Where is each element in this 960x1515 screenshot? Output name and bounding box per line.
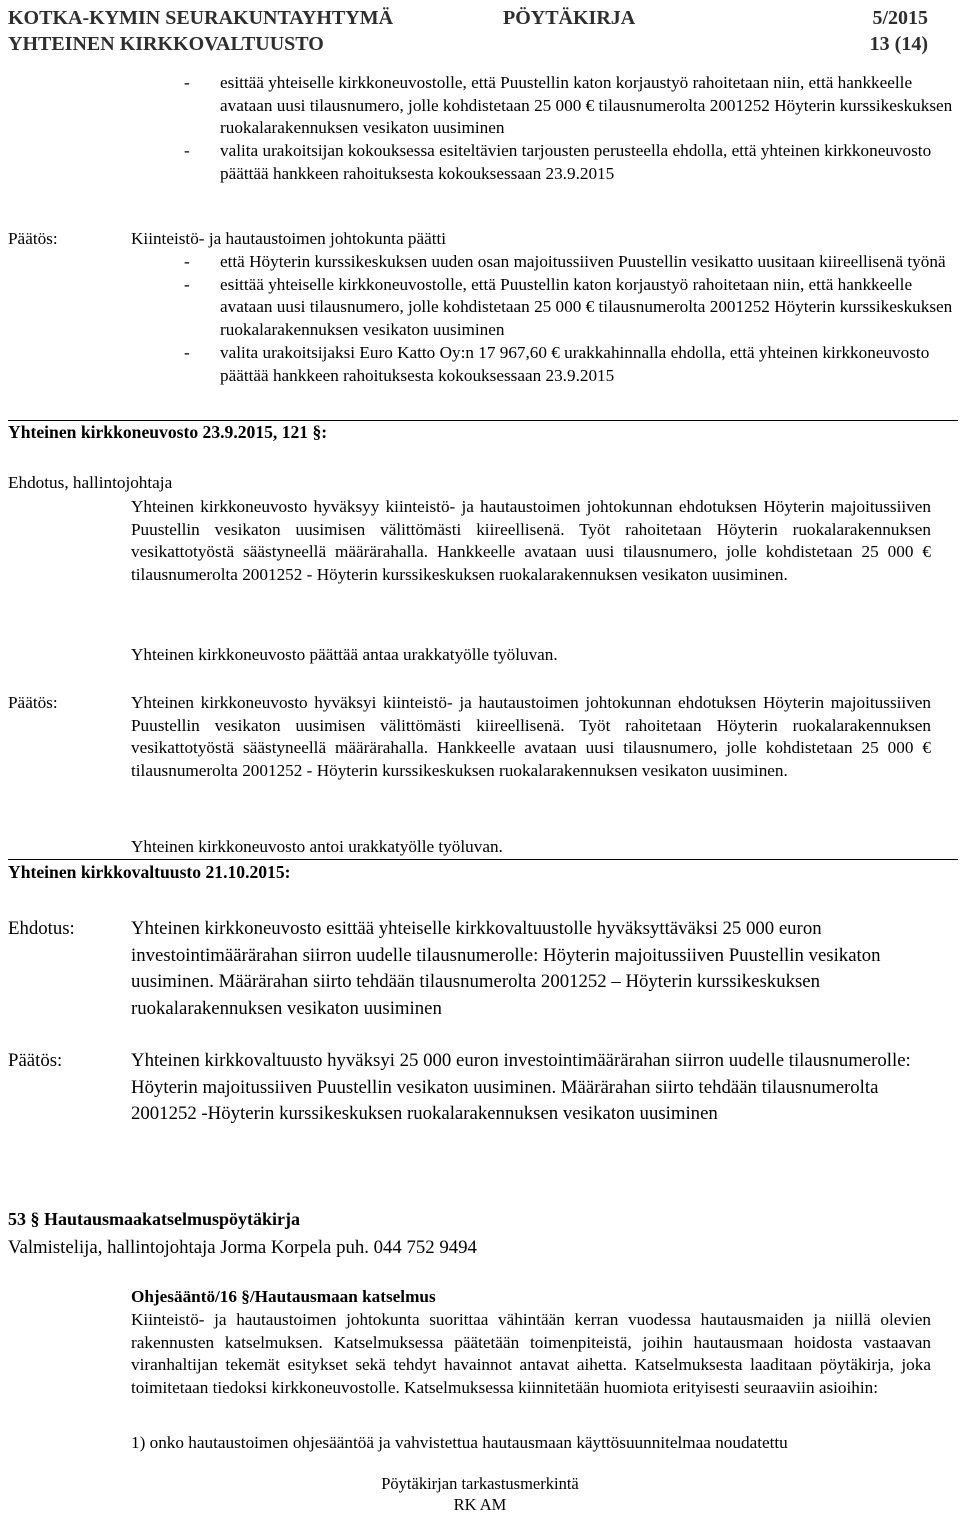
list-item: - esittää yhteiselle kirkkoneuvostolle, että Puustellin katon korjaustyö rahoitetaan niin, että hankkeelle avataan uusi tilausnumero, jolle kohdistetaan 25 000 € tilausnumerolta 2001252 Höyterin kurssikeskuksen ruokalarakennuksen vesikaton uusiminen	[184, 274, 953, 340]
decision-intro: Kiinteistö- ja hautaustoimen johtokunta päätti	[131, 229, 447, 248]
header-doc-type: PÖYTÄKIRJA	[503, 7, 636, 29]
decision-text: Yhteinen kirkkoneuvosto hyväksyi kiinteistö- ja hautaustoimen johtokunnan ehdotuksen Höyterin majoitussiiven Puustellin vesikaton uusimisen välittömästi kiireellisenä. Työt rahoitetaan Höyterin ruokalarakennuksen vesikattotyöstä säästyneellä määrärahalla. Hankkeelle avataan uusi tilausnumero, jolle kohdistetaan 25 000 € tilausnumerolta 2001252 - Höyterin kurssikeskuksen ruokalarakennuksen vesikaton uusiminen.	[131, 693, 931, 781]
footer-label: Pöytäkirjan tarkastusmerkintä	[381, 1474, 579, 1493]
decision-label: Päätös:	[8, 693, 58, 712]
rule-item: 1) onko hautaustoimen ohjesääntöä ja vahvistettua hautausmaan käyttösuunnitelmaa noudatettu	[131, 1433, 788, 1452]
decision-text: Yhteinen kirkkovaltuusto hyväksyi 25 000 euron investointimäärärahan siirron uudelle tilausnumerolle: Höyterin majoitussiiven Puustellin vesikaton uusiminen. Määrärahan siirto tehdään tilausnumerolta 2001252 -Höyterin kurssikeskuksen ruokalarakennuksen vesikaton uusiminen	[131, 1050, 911, 1124]
proposal-label: Ehdotus, hallintojohtaja	[8, 473, 173, 492]
section-heading: 53 § Hautausmaakatselmuspöytäkirja	[8, 1209, 301, 1229]
divider	[8, 420, 958, 421]
header-number: 5/2015	[872, 7, 928, 29]
rule-text: Kiinteistö- ja hautaustoimen johtokunta suorittaa vähintään kerran vuodessa hautausmaiden ja niillä olevien rakennusten katselmuksen. Katselmuksessa päätetään toimenpiteistä, joihin hautausmaan hoidosta vastaavan viranhaltijan tekemät esitykset sekä tehdyt havainnot antavat aihetta. Katselmuksesta laaditaan pöytäkirja, joka toimitetaan tiedoksi kirkkoneuvostolle. Katselmuksessa kiinnitetään huomiota erityisesti seuraaviin asioihin:	[131, 1310, 931, 1398]
preparer-line: Valmistelija, hallintojohtaja Jorma Korpela puh. 044 752 9494	[8, 1237, 477, 1258]
header-org: KOTKA-KYMIN SEURAKUNTAYHTYMÄ	[8, 7, 394, 29]
proposal-text: Yhteinen kirkkoneuvosto hyväksyy kiinteistö- ja hautaustoimen johtokunnan ehdotuksen Höyterin majoitussiiven Puustellin vesikaton uusimisen välittömästi kiireellisenä. Työt rahoitetaan Höyterin ruokalarakennuksen vesikattotyöstä säästyneellä määrärahalla. Hankkeelle avataan uusi tilausnumero, jolle kohdistetaan 25 000 € tilausnumerolta 2001252 - Höyterin kurssikeskuksen ruokalarakennuksen vesikaton uusiminen.	[131, 497, 931, 585]
list-item: - esittää yhteiselle kirkkoneuvostolle, että Puustellin katon korjaustyö rahoitetaan niin, että hankkeelle avataan uusi tilausnumero, jolle kohdistetaan 25 000 € tilausnumerolta 2001252 Höyterin kurssikeskuksen ruokalarakennuksen vesikaton uusiminen	[184, 73, 953, 138]
list-item: - valita urakoitsijaksi Euro Katto Oy:n 17 967,60 € urakkahinnalla ehdolla, että yhteinen kirkkoneuvosto päättää hankkeen rahoituksesta kokouksessaan 23.9.2015	[184, 342, 930, 385]
proposal-text: Yhteinen kirkkoneuvosto esittää yhteiselle kirkkovaltuustolle hyväksyttäväksi 25 000 euron investointimäärärahan siirron uudelle tilausnumerolle: Höyterin majoitussiiven Puustellin vesikaton uusiminen. Määrärahan siirto tehdään tilausnumerolta 2001252 – Höyterin kurssikeskuksen ruokalarakennuksen vesikaton uusiminen	[131, 918, 881, 1019]
page-header	[8, 5, 928, 57]
list-item: - että Höyterin kurssikeskuksen uuden osan majoitussiiven Puustellin vesikatto uusitaan kiireellisenä työnä	[184, 252, 946, 271]
decision-label: Päätös:	[8, 1050, 63, 1071]
header-page: 13 (14)	[869, 33, 928, 55]
intro-list	[184, 72, 956, 186]
decision-label: Päätös:	[8, 229, 58, 248]
header-body: YHTEINEN KIRKKOVALTUUSTO	[8, 33, 324, 55]
footer-initials: RK AM	[453, 1495, 507, 1514]
decision-text-2: Yhteinen kirkkoneuvosto antoi urakkatyölle työluvan.	[131, 837, 503, 856]
decision-list	[184, 251, 956, 387]
kirkkovaltuusto-heading: Yhteinen kirkkovaltuusto 21.10.2015:	[8, 862, 291, 882]
kirkkoneuvosto-heading: Yhteinen kirkkoneuvosto 23.9.2015, 121 §:	[8, 422, 328, 442]
proposal-text-2: Yhteinen kirkkoneuvosto päättää antaa urakkatyölle työluvan.	[131, 645, 558, 664]
divider	[8, 859, 958, 860]
rule-heading: Ohjesääntö/16 §/Hautausmaan katselmus	[131, 1287, 436, 1306]
proposal-label: Ehdotus:	[8, 918, 75, 939]
list-item: - valita urakoitsijan kokouksessa esiteltävien tarjousten perusteella ehdolla, että yhteinen kirkkoneuvosto päättää hankkeen rahoituksesta kokouksessaan 23.9.2015	[184, 141, 932, 183]
